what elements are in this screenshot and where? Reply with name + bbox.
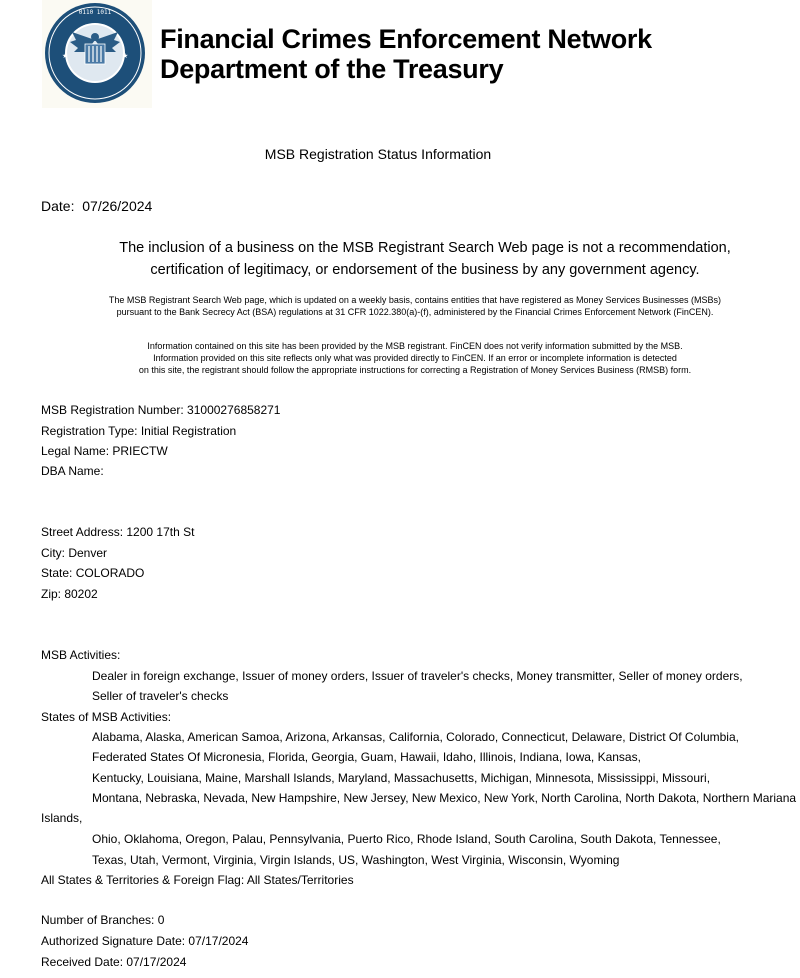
states-line: Texas, Utah, Vermont, Virginia, Virgin Islands, US, Washington, West Virginia, Wisconsin, Wyoming xyxy=(92,853,620,867)
city: City: Denver xyxy=(41,546,108,560)
page-title: MSB Registration Status Information xyxy=(264,146,492,162)
state: State: COLORADO xyxy=(41,566,145,580)
states-line: Ohio, Oklahoma, Oregon, Palau, Pennsylvania, Puerto Rico, Rhode Island, South Carolina, South Dakota, Tennessee, xyxy=(92,832,721,846)
states-line: Montana, Nebraska, Nevada, New Hampshire, New Jersey, New Mexico, New York, North Carolina, North Dakota, Northern Mariana xyxy=(92,791,797,805)
number-of-branches: Number of Branches: 0 xyxy=(41,913,165,927)
legal-name: Legal Name: PRIECTW xyxy=(41,444,168,458)
registrant-search-info xyxy=(60,294,770,318)
report-date: Date: 07/26/2024 xyxy=(41,198,153,214)
msb-activities-label: MSB Activities: xyxy=(41,648,121,662)
disclaimer-line: The inclusion of a business on the MSB Registrant Search Web page is not a recommendation, xyxy=(119,240,731,256)
states-line-wrap: Islands, xyxy=(41,811,83,825)
states-line: Federated States Of Micronesia, Florida, Georgia, Guam, Hawaii, Idaho, Illinois, Indiana, Iowa, Kansas, xyxy=(92,750,641,764)
notice-line: Information provided on this site reflects only what was provided directly to FinCEN. If an error or incomplete information is detected xyxy=(153,353,677,363)
authorized-signature-date: Authorized Signature Date: 07/17/2024 xyxy=(41,934,249,948)
zip-code: Zip: 80202 xyxy=(41,587,98,601)
disclaimer xyxy=(90,237,760,281)
department-name: Department of the Treasury xyxy=(160,54,504,84)
registration-number: MSB Registration Number: 31000276858271 xyxy=(41,403,281,417)
treasury-seal-logo xyxy=(42,0,152,108)
states-line: Alabama, Alaska, American Samoa, Arizona, Arkansas, California, Colorado, Connecticut, Delaware, District Of Columbia, xyxy=(92,730,739,744)
msb-activities-line: Seller of traveler's checks xyxy=(92,689,229,703)
dba-name: DBA Name: xyxy=(41,464,104,478)
svg-text:★: ★ xyxy=(62,52,69,60)
svg-text:★: ★ xyxy=(122,52,129,60)
states-line: Kentucky, Louisiana, Maine, Marshall Islands, Maryland, Massachusetts, Michigan, Minnesota, Mississippi, Missouri, xyxy=(92,771,711,785)
info-line: The MSB Registrant Search Web page, which is updated on a weekly basis, contains entities that have registered as Money Services Businesses (MSBs) xyxy=(108,295,722,305)
agency-name: Financial Crimes Enforcement Network xyxy=(160,24,652,54)
street-address: Street Address: 1200 17th St xyxy=(41,525,195,539)
states-label: States of MSB Activities: xyxy=(41,710,172,724)
verification-notice xyxy=(60,340,770,376)
registration-type: Registration Type: Initial Registration xyxy=(41,424,237,438)
notice-line: Information contained on this site has been provided by the MSB registrant. FinCEN does not verify information submitted by the MSB. xyxy=(147,341,683,351)
received-date: Received Date: 07/17/2024 xyxy=(41,955,187,969)
msb-activities-line: Dealer in foreign exchange, Issuer of money orders, Issuer of traveler's checks, Money transmitter, Seller of money orders, xyxy=(92,669,743,683)
disclaimer-line: certification of legitimacy, or endorsement of the business by any government agency. xyxy=(150,262,700,278)
notice-line: on this site, the registrant should follow the appropriate instructions for correcting a Registration of Money Services Business (RMSB) form. xyxy=(138,365,692,375)
svg-text:0110 1011: 0110 1011 xyxy=(78,9,112,16)
all-states-flag: All States & Territories & Foreign Flag: All States/Territories xyxy=(41,873,354,887)
info-line: pursuant to the Bank Secrecy Act (BSA) regulations at 31 CFR 1022.380(a)-(f), administered by the Financial Crimes Enforcement Network (FinCEN). xyxy=(116,307,714,317)
agency-header xyxy=(160,24,652,84)
